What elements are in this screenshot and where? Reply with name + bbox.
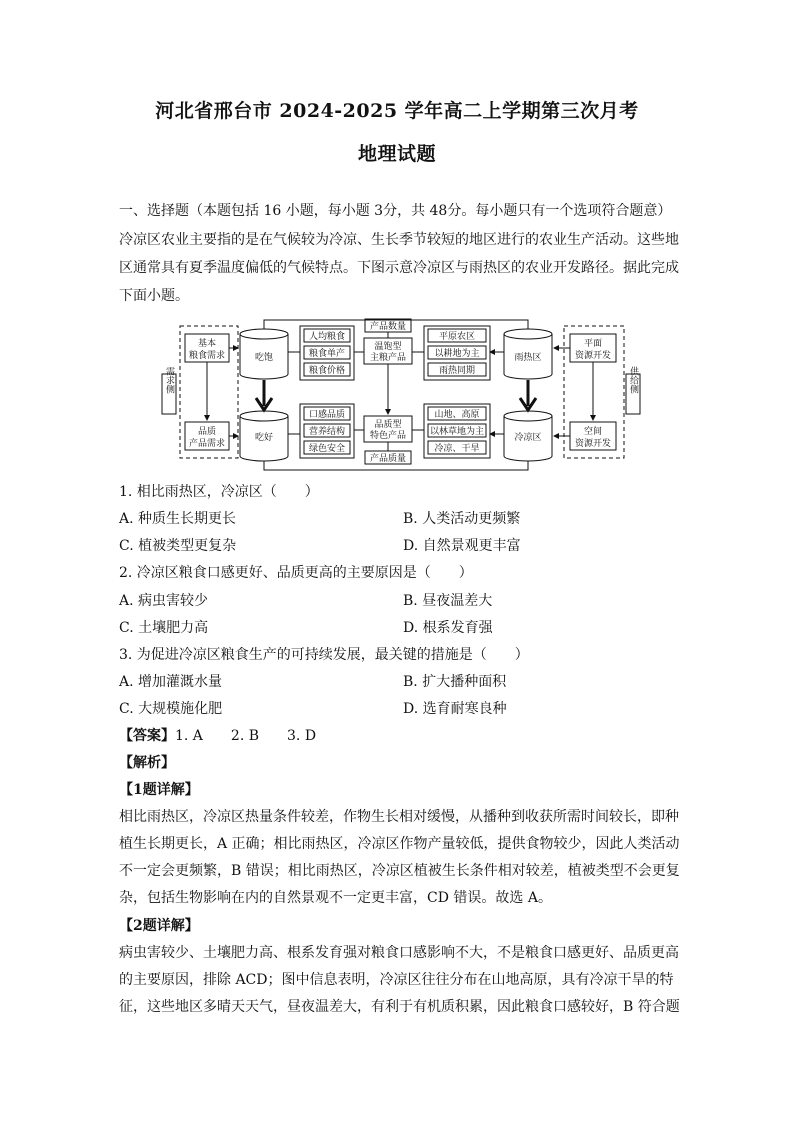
bottom-mid-item: 口感品质 xyxy=(308,410,346,420)
explanation-line: 植生长期更长，A 正确；相比雨热区，冷凉区作物产量较低，提供食物较少，因此人类活动 xyxy=(119,836,680,852)
explanation-line: 相比雨热区，冷凉区热量条件较差，作物生长相对缓慢，从播种到收获所需时间较长，即种 xyxy=(119,809,679,825)
eat-good-label: 吃好 xyxy=(254,433,274,443)
cool-feature: 冷凉、干旱 xyxy=(434,444,480,454)
rain-feature: 雨热同期 xyxy=(438,366,476,376)
svg-text:品质型: 品质型 xyxy=(374,420,402,430)
option: A. 种质生长期更长 xyxy=(119,511,237,527)
quality-need-line1: 品质 xyxy=(197,427,217,437)
explanation-line: 不一定会更频繁，B 错误；相比雨热区，冷凉区植被生长条件相对较差，植被类型不会更复 xyxy=(119,863,680,879)
cool-region-label: 冷凉区 xyxy=(514,433,542,443)
top-mid-item: 人均粮食 xyxy=(308,332,346,342)
option: C. 土壤肥力高 xyxy=(119,620,209,636)
intro-line: 区通常具有夏季温度偏低的气候特点。下图示意冷凉区与雨热区的农业开发路径。据此完成 xyxy=(119,260,679,276)
explanation-line: 的主要原因，排除 ACD；图中信息表明，冷凉区往往分布在山地高原，具有冷凉干旱的特 xyxy=(119,972,674,988)
bottom-mid-item: 绿色安全 xyxy=(308,444,346,454)
cool-feature: 以林草地为主 xyxy=(429,427,485,437)
basic-need-line2: 粮食需求 xyxy=(188,351,226,361)
down-arrow-icon xyxy=(520,380,536,410)
cool-feature: 山地、高原 xyxy=(434,410,480,420)
supply-side-char: 供给侧 xyxy=(628,366,638,394)
question-stem: 3. 为促进冷凉区粮食生产的可持续发展，最关键的措施是（ ） xyxy=(119,647,529,663)
eat-full-label: 吃饱 xyxy=(254,353,274,363)
top-mid-item: 粮食单产 xyxy=(308,349,346,359)
option: B. 人类活动更频繁 xyxy=(403,511,521,527)
page-subtitle: 地理试题 xyxy=(357,143,436,165)
explanation-line: 病虫害较少、土壤肥力高、根系发育强对粮食口感影响不大，不是粮食口感更好、品质更高 xyxy=(119,945,679,961)
page-title: 河北省邢台市 2024-2025 学年高二上学期第三次月考 xyxy=(155,100,639,122)
option: D. 选育耐寒良种 xyxy=(403,701,507,717)
down-arrow-icon xyxy=(256,380,272,410)
top-mid-item: 粮食价格 xyxy=(308,366,346,376)
option: A. 病虫害较少 xyxy=(119,593,209,609)
question-stem: 1. 相比雨热区，冷凉区（ ） xyxy=(119,484,319,500)
option: C. 大规模施化肥 xyxy=(119,701,223,717)
option: C. 植被类型更复杂 xyxy=(119,538,237,554)
svg-text:产品数量: 产品数量 xyxy=(369,322,407,332)
option: D. 根系发育强 xyxy=(403,620,493,636)
svg-text:资源开发: 资源开发 xyxy=(574,351,612,361)
answer-label: 【答案】 xyxy=(119,728,175,744)
intro-line: 下面小题。 xyxy=(119,288,189,304)
demand-side-char: 需求侧 xyxy=(164,366,174,394)
explanation-line: 征，这些地区多晴天天气，昼夜温差大，有利于有机质积累，因此粮食口感较好，B 符合题 xyxy=(119,999,680,1015)
section-heading: 一、选择题（本题包括 16 小题，每小题 3分，共 48分。每小题只有一个选项符合题意） xyxy=(119,203,672,219)
agri-development-diagram xyxy=(152,318,642,478)
svg-text:空间: 空间 xyxy=(583,427,603,437)
svg-text:主粮产品: 主粮产品 xyxy=(369,353,407,363)
svg-text:资源开发: 资源开发 xyxy=(574,439,612,449)
svg-text:平面: 平面 xyxy=(583,339,603,349)
option: B. 昼夜温差大 xyxy=(403,593,493,609)
option: D. 自然景观更丰富 xyxy=(403,538,521,554)
explanation-line: 杂，包括生物影响在内的自然景观不一定更丰富，CD 错误。故选 A。 xyxy=(119,890,552,906)
option: A. 增加灌溉水量 xyxy=(119,674,223,690)
quality-need-line2: 产品需求 xyxy=(188,439,226,449)
bottom-mid-item: 营养结构 xyxy=(308,427,346,437)
answer-values: 1. A 2. B 3. D xyxy=(175,728,317,744)
question-stem: 2. 冷凉区粮食口感更好、品质更高的主要原因是（ ） xyxy=(119,565,473,581)
explanation-heading: 【1题详解】 xyxy=(119,782,199,798)
analysis-label: 【解析】 xyxy=(119,755,175,771)
svg-text:特色产品: 特色产品 xyxy=(369,431,407,441)
basic-need-line1: 基本 xyxy=(197,339,217,349)
svg-text:温饱型: 温饱型 xyxy=(374,342,402,352)
rain-feature: 以耕地为主 xyxy=(434,349,480,359)
svg-text:产品质量: 产品质量 xyxy=(369,454,407,464)
option: B. 扩大播种面积 xyxy=(403,674,507,690)
rain-feature: 平原农区 xyxy=(438,332,476,342)
rain-region-label: 雨热区 xyxy=(514,353,542,363)
answer-line xyxy=(119,726,316,746)
explanation-heading: 【2题详解】 xyxy=(119,918,199,934)
intro-line: 冷凉区农业主要指的是在气候较为冷凉、生长季节较短的地区进行的农业生产活动。这些地 xyxy=(119,232,679,248)
